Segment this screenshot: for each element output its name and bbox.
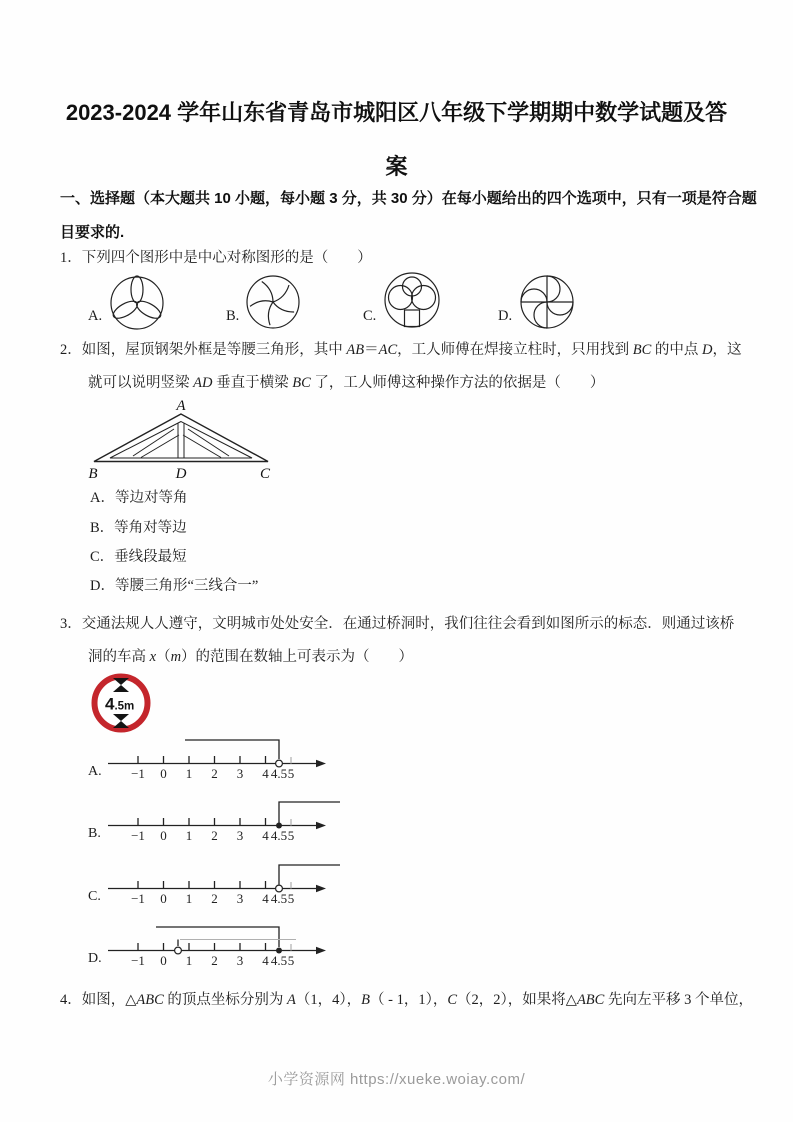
tick-label: 0 <box>160 766 167 781</box>
tick-label: 4 <box>262 828 269 843</box>
q4-line1: 4．如图，△ABC 的顶点坐标分别为 A（1，4），B（ - 1，1），C（2，2），如果将△ABC 先向左平移 3 个单位， <box>60 992 753 1008</box>
symmetry-figure-c <box>383 272 441 334</box>
tick-label: 4.5 <box>270 828 288 843</box>
section-heading-line2: 目要求的. <box>60 224 125 241</box>
footer-watermark: 小学资源网 https://xueke.woiay.com/ <box>267 1071 526 1088</box>
numberline-a-figure <box>106 726 346 781</box>
tick-label: 5 <box>287 953 295 968</box>
tick-label: 4.5 <box>270 766 288 781</box>
tick-label: 2 <box>211 766 218 781</box>
roof-truss-figure <box>85 398 280 483</box>
numberline-option-b <box>88 788 348 843</box>
q1-option-b-label: B. <box>226 308 240 324</box>
tick-label: 4 <box>262 766 269 781</box>
truss-label-b: B <box>88 466 98 482</box>
truss-label-a: A <box>176 398 186 414</box>
numberline-c-figure <box>106 851 346 906</box>
tick-label: 4 <box>262 953 269 968</box>
q2-option-b: B．等角对等边 <box>90 520 187 536</box>
tick-label: 0 <box>160 828 167 843</box>
tick-label: 1 <box>185 891 193 906</box>
q1-stem: 1．下列四个图形中是中心对称图形的是（ ） <box>60 250 372 266</box>
symmetry-figure-b <box>244 272 302 334</box>
tick-label: 1 <box>185 766 193 781</box>
tick-label: 2 <box>211 953 218 968</box>
tick-label: 5 <box>287 766 295 781</box>
numberline-a-letter: A. <box>88 764 102 779</box>
tick-label: 2 <box>211 828 218 843</box>
numberline-option-c <box>88 851 348 906</box>
page-title-line2: 案 <box>385 154 408 179</box>
tick-label: 1 <box>185 953 193 968</box>
tick-label: −1 <box>131 953 145 968</box>
q1-option-d-label: D. <box>498 308 513 324</box>
numberline-d-letter: D. <box>88 951 102 966</box>
symmetry-figure-a <box>108 272 166 334</box>
tick-label: 5 <box>287 891 295 906</box>
q1-option-c-label: C. <box>363 308 377 324</box>
numberline-b-letter: B. <box>88 826 101 841</box>
numberline-c-letter: C. <box>88 889 101 904</box>
tick-label: −1 <box>131 766 145 781</box>
tick-label: 2 <box>211 891 218 906</box>
page-title-line1: 2023-2024 学年山东省青岛市城阳区八年级下学期期中数学试题及答 <box>65 100 728 125</box>
tick-label: 3 <box>236 766 244 781</box>
symmetry-figure-d <box>518 272 576 334</box>
tick-label: −1 <box>131 891 145 906</box>
tick-label: −1 <box>131 828 145 843</box>
numberline-b-figure <box>106 788 346 843</box>
tick-label: 4.5 <box>270 891 288 906</box>
q2-line2: 就可以说明竖梁 AD 垂直于横梁 BC 了，工人师傅这种操作方法的依据是（ ） <box>88 375 605 391</box>
tick-label: 0 <box>160 953 167 968</box>
q1-option-a-label: A. <box>88 308 103 324</box>
height-limit-sign <box>90 672 152 734</box>
q3-line1: 3．交通法规人人遵守，文明城市处处安全．在通过桥洞时，我们往往会看到如图所示的标态．则通过该桥 <box>60 616 735 632</box>
section-heading-line1: 一、选择题（本大题共 10 小题，每小题 3 分，共 30 分）在每小题给出的四个选项中，只有一项是符合题 <box>60 190 757 207</box>
q3-line2: 洞的车高 x（m）的范围在数轴上可表示为（ ） <box>88 649 414 665</box>
q2-option-c: C．垂线段最短 <box>90 549 187 565</box>
truss-label-c: C <box>259 466 271 482</box>
tick-label: 3 <box>236 891 244 906</box>
tick-label: 1 <box>185 828 193 843</box>
tick-label: 0 <box>160 891 167 906</box>
q2-option-a: A．等边对等角 <box>90 490 188 506</box>
tick-label: 3 <box>236 953 244 968</box>
sign-value-small: .5m <box>114 700 135 713</box>
q2-option-d: D．等腰三角形“三线合一” <box>90 578 259 594</box>
tick-label: 4 <box>262 891 269 906</box>
truss-label-d: D <box>175 466 187 482</box>
tick-label: 3 <box>236 828 244 843</box>
numberline-option-a <box>88 726 348 781</box>
sign-value-big: 4 <box>105 694 115 714</box>
numberline-d-figure <box>106 913 346 968</box>
numberline-option-d <box>88 913 348 968</box>
tick-label: 4.5 <box>270 953 288 968</box>
q2-line1: 2．如图，屋顶钢架外框是等腰三角形，其中 AB＝AC，工人师傅在焊接立柱时，只用找到 BC 的中点 D，这 <box>60 342 742 358</box>
tick-label: 5 <box>287 828 295 843</box>
